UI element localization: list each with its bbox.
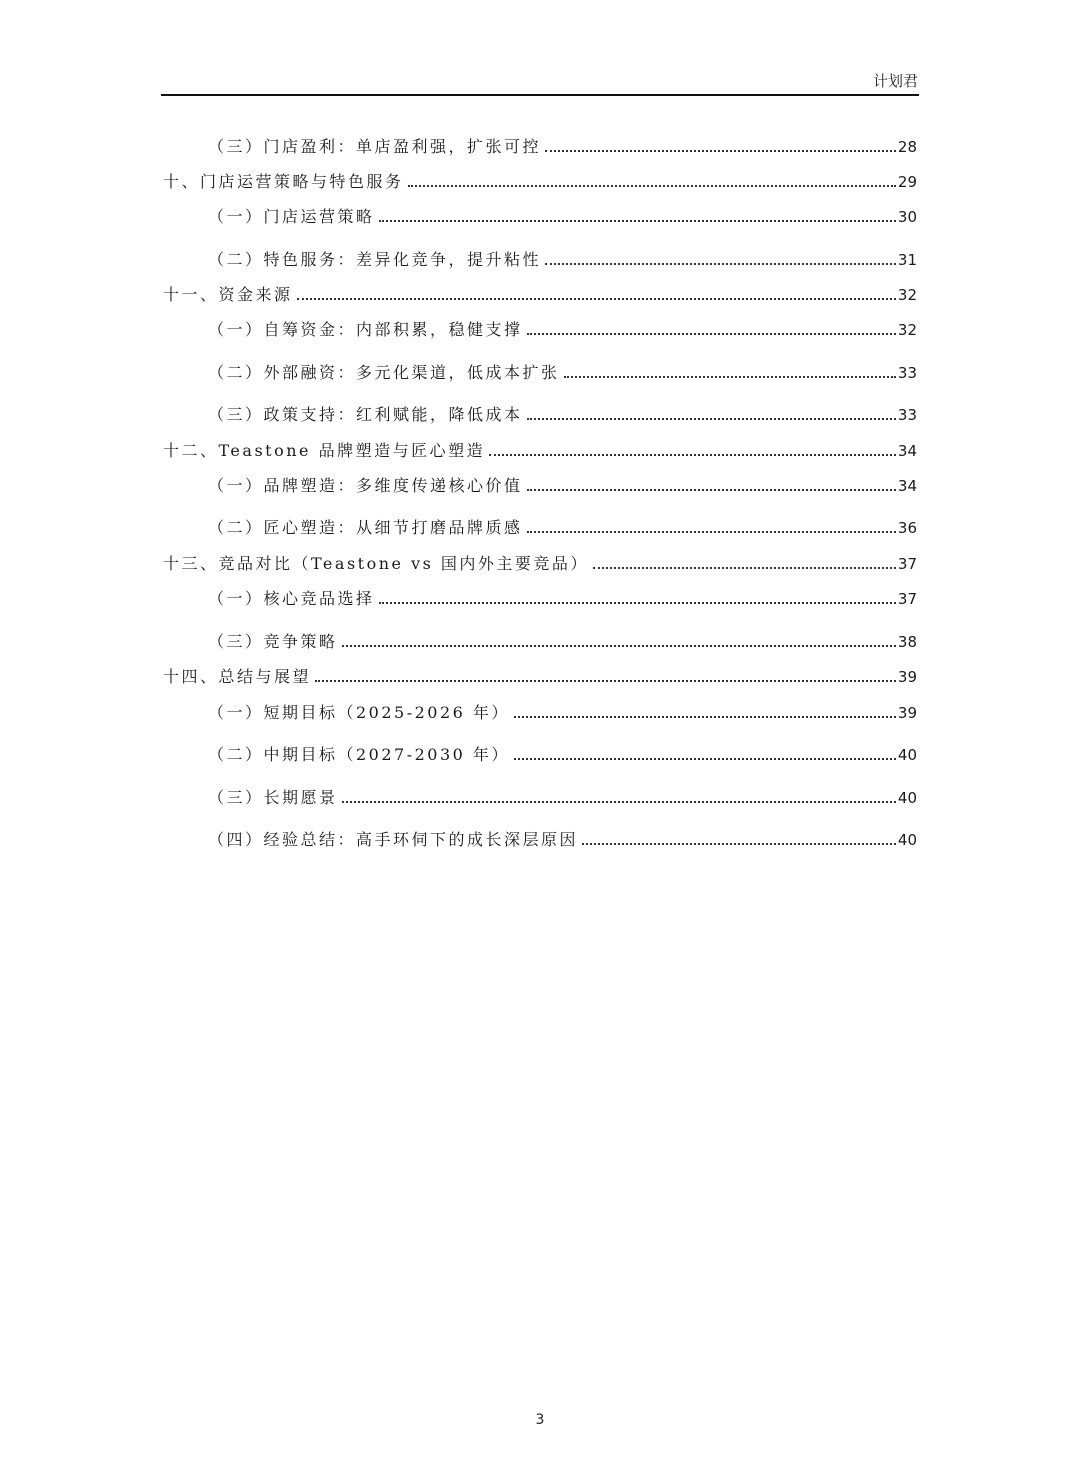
toc-entry (163, 168, 917, 192)
toc-dot-leader (315, 680, 896, 682)
toc-entry-label: （二）外部融资：多元化渠道，低成本扩张 (208, 363, 560, 382)
toc-entry (208, 784, 917, 808)
toc-entry-label: （三）政策支持：红利赋能，降低成本 (208, 405, 523, 424)
toc-dot-leader (582, 843, 896, 845)
toc-entry (208, 133, 917, 157)
toc-entry-label: 十四、总结与展望 (163, 667, 312, 686)
toc-entry-page: 28 (897, 138, 917, 156)
toc-dot-leader (545, 263, 896, 265)
toc-entry-page: 39 (897, 704, 917, 722)
toc-entry (208, 246, 917, 270)
toc-entry-page: 33 (897, 364, 917, 382)
toc-entry-label: 十二、Teastone 品牌塑造与匠心塑造 (163, 441, 486, 460)
toc-entry-page: 36 (897, 519, 917, 537)
toc-entry-page: 40 (897, 831, 917, 849)
toc-entry-page: 33 (897, 406, 917, 424)
toc-dot-leader (593, 567, 896, 569)
toc-entry-page: 38 (897, 633, 917, 651)
toc-dot-leader (514, 758, 896, 760)
toc-entry (163, 437, 917, 461)
toc-dot-leader (342, 645, 896, 647)
toc-dot-leader (514, 716, 896, 718)
toc-entry (163, 550, 917, 574)
page-header-title: 计划君 (872, 72, 918, 90)
page-number: 3 (535, 1412, 545, 1428)
toc-entry-page: 30 (897, 208, 917, 226)
toc-entry (163, 663, 917, 687)
toc-entry-page: 40 (897, 746, 917, 764)
toc-entry-page: 34 (897, 477, 917, 495)
toc-dot-leader (379, 220, 896, 222)
toc-entry (163, 281, 917, 305)
toc-entry-label: 十、门店运营策略与特色服务 (163, 172, 404, 191)
toc-entry-label: （一）门店运营策略 (208, 207, 375, 226)
toc-entry (208, 203, 917, 227)
toc-entry-label: （一）核心竞品选择 (208, 589, 375, 608)
toc-entry-label: （一）品牌塑造：多维度传递核心价值 (208, 476, 523, 495)
toc-entry-label: （二）匠心塑造：从细节打磨品牌质感 (208, 518, 523, 537)
toc-entry (208, 585, 917, 609)
toc-entry-label: （三）门店盈利：单店盈利强，扩张可控 (208, 137, 542, 156)
toc-entry-label: 十一、资金来源 (163, 285, 293, 304)
toc-entry-label: （三）竞争策略 (208, 632, 338, 651)
toc-dot-leader (527, 489, 896, 491)
toc-entry-label: （三）长期愿景 (208, 788, 338, 807)
toc-entry (208, 514, 917, 538)
toc-dot-leader (527, 531, 896, 533)
toc-dot-leader (564, 376, 896, 378)
toc-entry-page: 39 (897, 668, 917, 686)
toc-dot-leader (545, 150, 896, 152)
toc-dot-leader (379, 602, 896, 604)
toc-entry-page: 32 (897, 286, 917, 304)
toc-entry (208, 741, 917, 765)
toc-entry-label: 十三、竞品对比（Teastone vs 国内外主要竞品） (163, 554, 589, 573)
toc-entry (208, 628, 917, 652)
toc-entry-page: 29 (897, 173, 917, 191)
toc-entry-page: 31 (897, 251, 917, 269)
toc-dot-leader (408, 185, 896, 187)
toc-dot-leader (527, 418, 896, 420)
toc-entry-page: 37 (897, 590, 917, 608)
toc-entry-label: （一）自筹资金：内部积累，稳健支撑 (208, 320, 523, 339)
toc-dot-leader (297, 298, 896, 300)
toc-dot-leader (489, 454, 896, 456)
toc-entry (208, 699, 917, 723)
toc-entry-label: （二）中期目标（2027-2030 年） (208, 745, 510, 764)
toc-entry-label: （四）经验总结：高手环伺下的成长深层原因 (208, 830, 579, 849)
toc-dot-leader (342, 801, 896, 803)
toc-entry-page: 40 (897, 789, 917, 807)
toc-entry (208, 401, 917, 425)
toc-entry-page: 32 (897, 321, 917, 339)
toc-entry (208, 472, 917, 496)
toc-entry-label: （二）特色服务：差异化竞争，提升粘性 (208, 250, 542, 269)
toc-entry (208, 316, 917, 340)
toc-entry-page: 34 (897, 442, 917, 460)
toc-entry-page: 37 (897, 555, 917, 573)
toc-entry-label: （一）短期目标（2025-2026 年） (208, 703, 510, 722)
toc-dot-leader (527, 333, 896, 335)
toc-entry (208, 826, 917, 850)
toc-entry (208, 359, 917, 383)
